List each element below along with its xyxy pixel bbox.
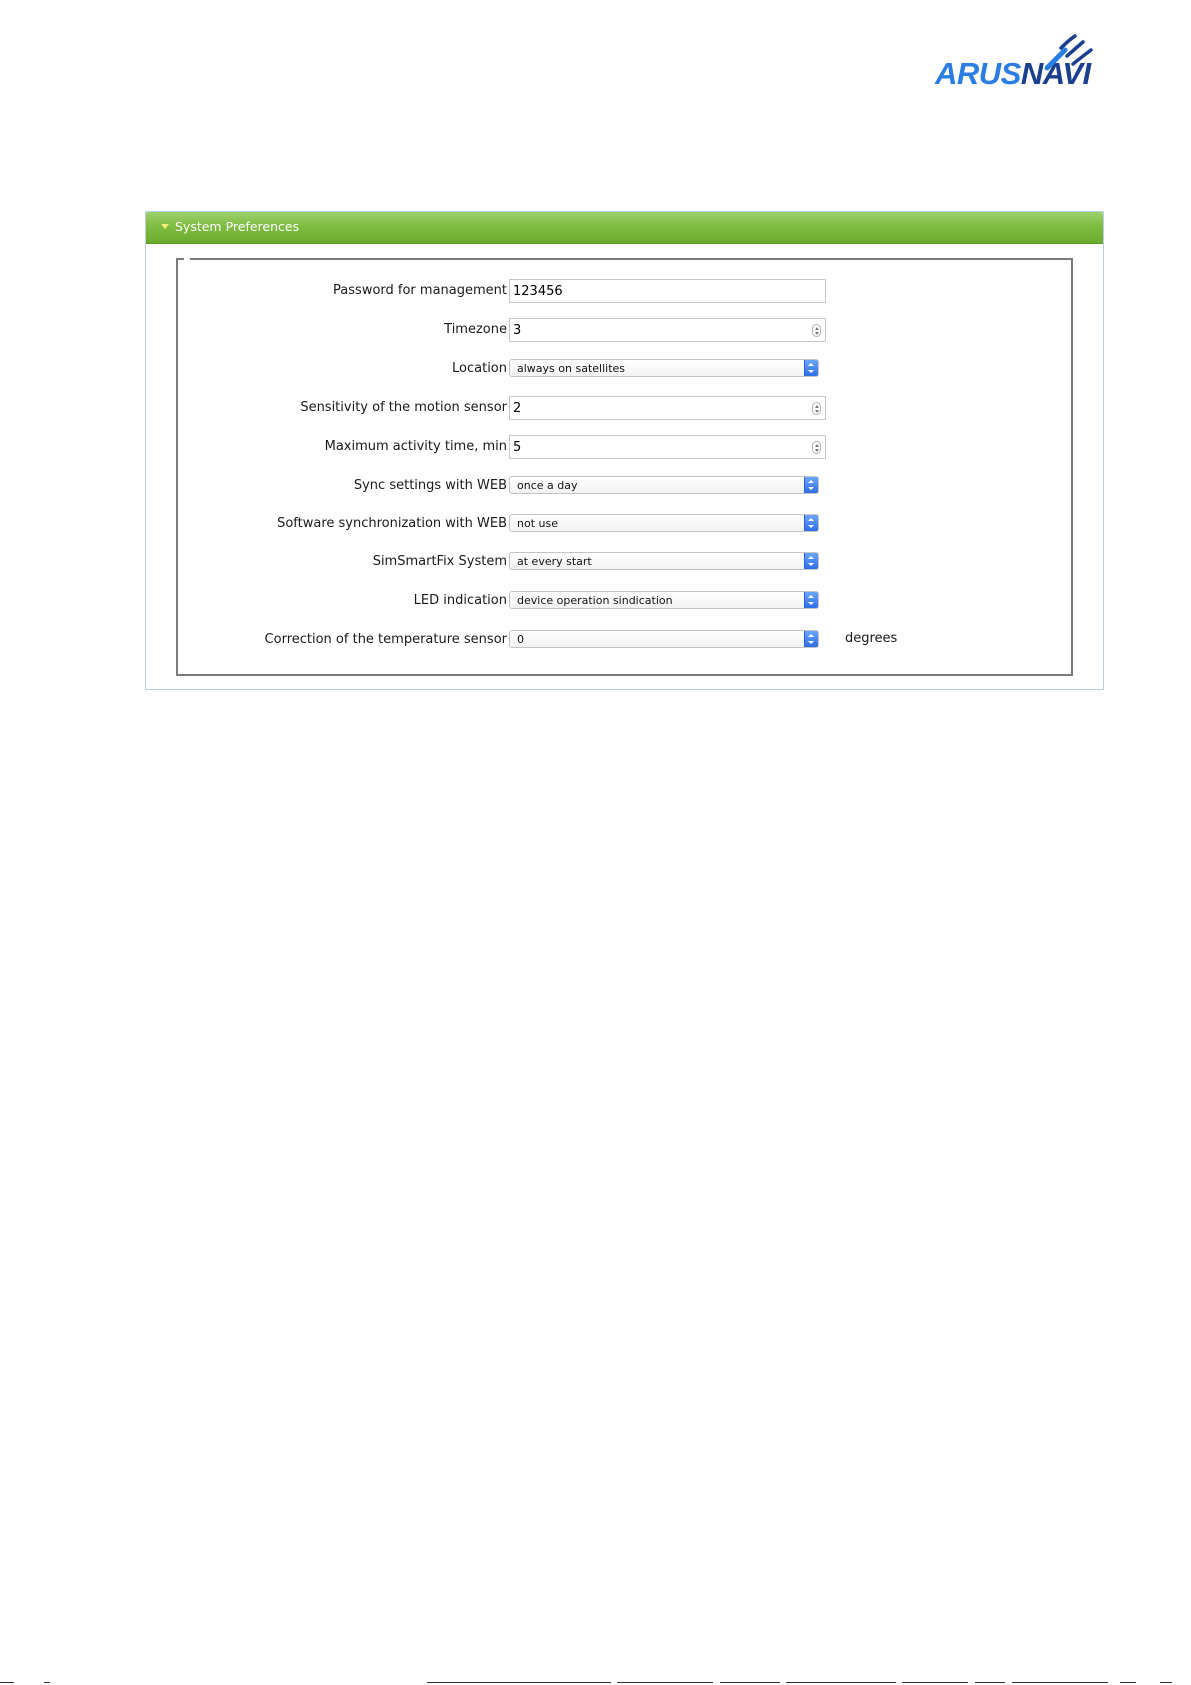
select-chevron-icon[interactable]: [804, 359, 819, 377]
software-sync-select[interactable]: [509, 514, 819, 532]
location-value: always on satellites: [517, 362, 626, 375]
led-indication-value: device operation sindication: [517, 594, 673, 607]
row-led-indication: [178, 589, 1075, 615]
stepper-icon[interactable]: [812, 402, 821, 415]
row-location: [178, 357, 1075, 383]
select-chevron-icon[interactable]: [804, 552, 819, 570]
arusnavi-logo: [935, 28, 1095, 94]
row-temperature-correction: [178, 628, 1075, 654]
signal-waves-icon: [1043, 28, 1099, 80]
row-max-activity-time: [178, 435, 1075, 461]
logo-part-navi: NAVI: [1020, 56, 1091, 91]
row-motion-sensitivity: [178, 396, 1075, 422]
timezone-value: 3: [513, 323, 522, 338]
simsmartfix-value: at every start: [517, 555, 592, 568]
temperature-correction-label: Correction of the temperature sensor: [264, 632, 507, 647]
system-preferences-panel: [145, 211, 1104, 690]
timezone-input[interactable]: [509, 318, 826, 342]
degrees-unit: degrees: [845, 631, 898, 646]
select-chevron-icon[interactable]: [804, 514, 819, 532]
simsmartfix-label: SimSmartFix System: [372, 554, 507, 569]
max-activity-time-label: Maximum activity time, min: [324, 439, 507, 454]
row-sync-settings: [178, 474, 1075, 500]
motion-sensitivity-input[interactable]: [509, 396, 826, 420]
motion-sensitivity-label: Sensitivity of the motion sensor: [300, 400, 507, 415]
select-chevron-icon[interactable]: [804, 630, 819, 648]
led-indication-label: LED indication: [413, 593, 507, 608]
logo-part-arus: ARUS: [935, 56, 1021, 91]
stepper-icon[interactable]: [812, 324, 821, 337]
sync-settings-value: once a day: [517, 479, 578, 492]
row-password: [178, 279, 1075, 305]
select-chevron-icon[interactable]: [804, 591, 819, 609]
max-activity-time-input[interactable]: [509, 435, 826, 459]
stepper-icon[interactable]: [812, 441, 821, 454]
location-label: Location: [452, 361, 507, 376]
preferences-fieldset: [176, 258, 1073, 676]
timezone-label: Timezone: [444, 322, 507, 337]
max-activity-time-value: 5: [513, 440, 522, 455]
row-simsmartfix: [178, 550, 1075, 576]
select-chevron-icon[interactable]: [804, 476, 819, 494]
temperature-correction-select[interactable]: [509, 630, 819, 648]
collapse-arrow-icon[interactable]: [161, 224, 169, 229]
password-input[interactable]: 123456: [509, 279, 826, 303]
location-select[interactable]: [509, 359, 819, 377]
temperature-correction-value: 0: [517, 633, 524, 646]
motion-sensitivity-value: 2: [513, 401, 522, 416]
software-sync-value: not use: [517, 517, 558, 530]
row-software-sync: [178, 512, 1075, 538]
led-indication-select[interactable]: [509, 591, 819, 609]
panel-header[interactable]: [146, 212, 1103, 244]
software-sync-label: Software synchronization with WEB: [277, 516, 507, 531]
password-label: Password for management: [333, 283, 507, 298]
panel-title: System Preferences: [175, 219, 300, 234]
sync-settings-select[interactable]: [509, 476, 819, 494]
row-timezone: [178, 318, 1075, 344]
sync-settings-label: Sync settings with WEB: [353, 478, 507, 493]
footer-line: [0, 1682, 1191, 1684]
simsmartfix-select[interactable]: [509, 552, 819, 570]
